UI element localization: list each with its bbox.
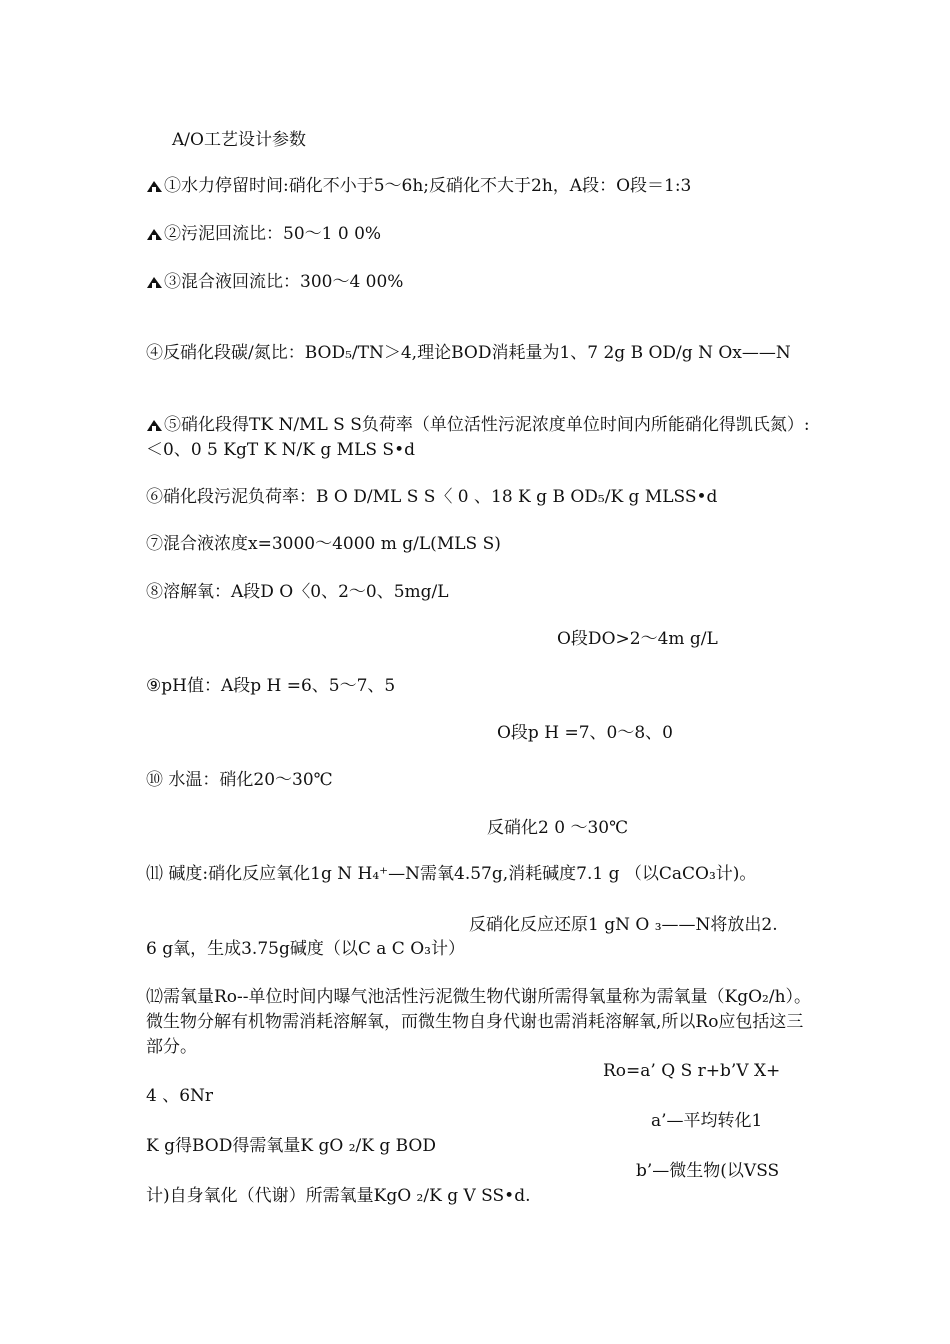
param-4: ④反硝化段碳/氮比：BOD₅/TN＞4,理论BOD消耗量为1、7 2g B OD/g N Ox——N	[146, 343, 791, 363]
param-6: ⑥硝化段污泥负荷率：B O D/ML S S〈 0 、18 K g B OD₅/K g MLSS•d	[146, 487, 718, 507]
param-7: ⑦混合液浓度x=3000～4000 m g/L(MLS S)	[146, 534, 501, 554]
oxygen-formula-line-2: 4 、6Nr	[146, 1086, 214, 1106]
document-title: A/O工艺设计参数	[172, 130, 306, 150]
coef-a-definition-line-1: a’—平均转化1	[651, 1111, 763, 1131]
coef-a-definition-line-2: K g得BOD得需氧量K gO ₂/K g BOD	[146, 1136, 436, 1156]
param-10-nitrification: ⑩ 水温：硝化20～30℃	[146, 770, 333, 790]
param-8-o-section: O段DO>2～4m g/L	[557, 629, 718, 649]
oxygen-formula-line-1: Ro=a’ Q S r+b’V X+	[603, 1061, 781, 1081]
param-11-denitrification-line-2: 6 g氧，生成3.75g碱度（以C a C O₃计）	[146, 939, 465, 959]
coef-b-definition-line-2: 计)自身氧化（代谢）所需氧量KgO ₂/K g V SS•d.	[146, 1186, 531, 1206]
param-9-a-section: ⑨pH值：A段p H =6、5～7、5	[146, 676, 396, 696]
param-11-denitrification-line-1: 反硝化反应还原1 gN O ₃——N将放出2.	[469, 915, 778, 935]
param-5-text: ⑤硝化段得TK N/ML S S负荷率（单位活性污泥浓度单位时间内所能硝化得凯氏氮）:＜0、0 5 KgT K N/K g MLS S•d	[146, 415, 810, 460]
bullet-icon	[146, 178, 163, 193]
param-1	[146, 174, 691, 198]
coef-b-definition-line-1: b’—微生物(以VSS	[636, 1161, 780, 1181]
bullet-icon	[146, 274, 163, 289]
param-3	[146, 270, 403, 294]
param-9-o-section: O段p H =7、0～8、0	[497, 723, 673, 743]
param-5	[146, 413, 814, 463]
param-10-denitrification: 反硝化2 0 ～30℃	[487, 818, 629, 838]
bullet-icon	[146, 226, 163, 241]
bullet-icon	[146, 417, 163, 432]
param-11-nitrification: ⑾ 碱度:硝化反应氧化1g N H₄⁺—N需氧4.57g,消耗碱度7.1 g （以CaCO₃计)。	[146, 864, 757, 884]
param-3-text: ③混合液回流比：300～4 00%	[164, 272, 404, 292]
param-1-text: ①水力停留时间:硝化不小于5～6h;反硝化不大于2h，A段：O段＝1:3	[164, 176, 692, 196]
param-2	[146, 222, 381, 246]
param-12: ⑿需氧量Ro--单位时间内曝气池活性污泥微生物代谢所需得氧量称为需氧量（KgO₂/h）。微生物分解有机物需消耗溶解氧，而微生物自身代谢也需消耗溶解氧,所以Ro应包括这三部分。	[146, 987, 812, 1057]
param-2-text: ②污泥回流比：50～1 0 0%	[164, 224, 382, 244]
param-8-a-section: ⑧溶解氧：A段D O〈0、2～0、5mg/L	[146, 582, 449, 602]
